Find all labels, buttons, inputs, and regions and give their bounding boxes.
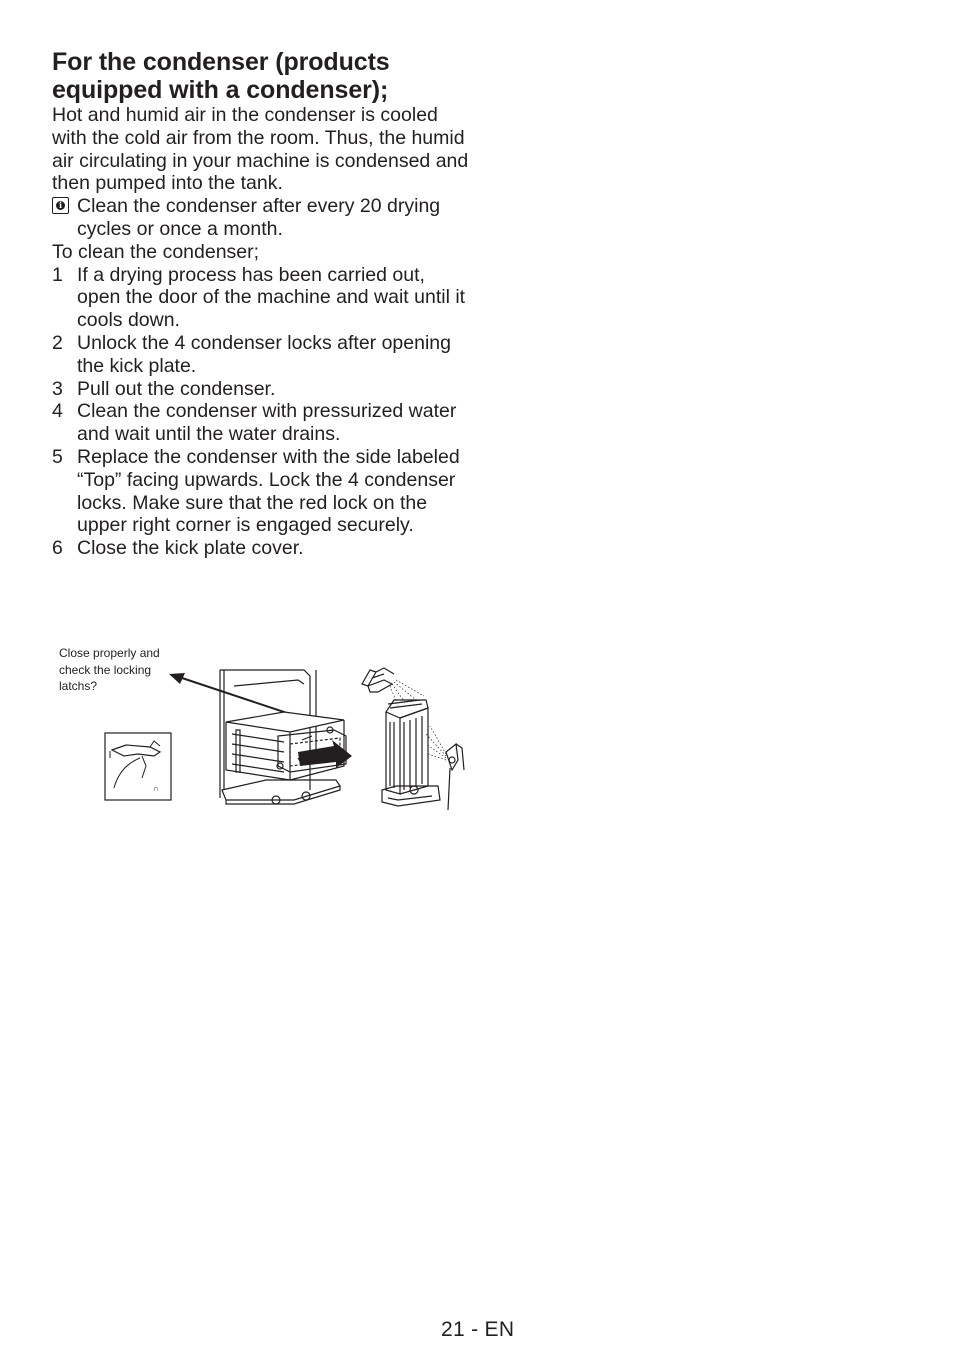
list-item (52, 332, 472, 378)
condenser-figure (54, 640, 474, 820)
step-number: 1 (52, 263, 63, 286)
step-text: Unlock the 4 condenser locks after opening the kick plate. (77, 331, 451, 377)
steps-list (52, 264, 472, 560)
content-column (52, 48, 472, 560)
list-item (52, 446, 472, 537)
list-item (52, 400, 472, 446)
step-number: 5 (52, 445, 63, 468)
list-item (52, 378, 472, 401)
step-number: 6 (52, 537, 63, 560)
condenser-washing-illustration (362, 668, 464, 810)
step-text: If a drying process has been carried out, open the door of the machine and wait until it cools down. (77, 263, 466, 332)
steps-heading: To clean the condenser; (52, 240, 260, 263)
step-number: 4 (52, 400, 63, 423)
list-item (52, 537, 472, 560)
list-item (52, 264, 472, 332)
step-text: Replace the condenser with the side labeled “Top” facing upwards. Lock the 4 condenser locks. Make sure that the red lock on the upper right corner is engaged securely. (77, 445, 460, 537)
info-note-text: Clean the condenser after every 20 drying cycles or once a month. (77, 195, 441, 240)
step-text: Clean the condenser with pressurized water and wait until the water drains. (77, 400, 457, 446)
condenser-removal-illustration (220, 670, 346, 804)
step-text: Pull out the condenser. (77, 377, 276, 400)
section-title: For the condenser (products equipped with a condenser); (52, 48, 390, 104)
step-number: 3 (52, 377, 63, 400)
info-note (52, 195, 472, 241)
latch-detail-illustration (105, 733, 171, 800)
svg-text:∩: ∩ (153, 784, 159, 793)
figure-callout: Close properly and check the locking latchs? (59, 646, 160, 693)
page-number: 21 - EN (441, 1318, 515, 1341)
step-number: 2 (52, 331, 63, 354)
step-text: Close the kick plate cover. (77, 537, 304, 560)
info-icon: i (52, 197, 69, 214)
callout-arrow (169, 673, 299, 717)
water-spray (390, 680, 446, 760)
figure-drawing (54, 640, 474, 820)
intro-paragraph: Hot and humid air in the condenser is cooled with the cold air from the room. Thus, the humid air circulating in your machine is condensed and then pumped into the tank. (52, 104, 469, 195)
